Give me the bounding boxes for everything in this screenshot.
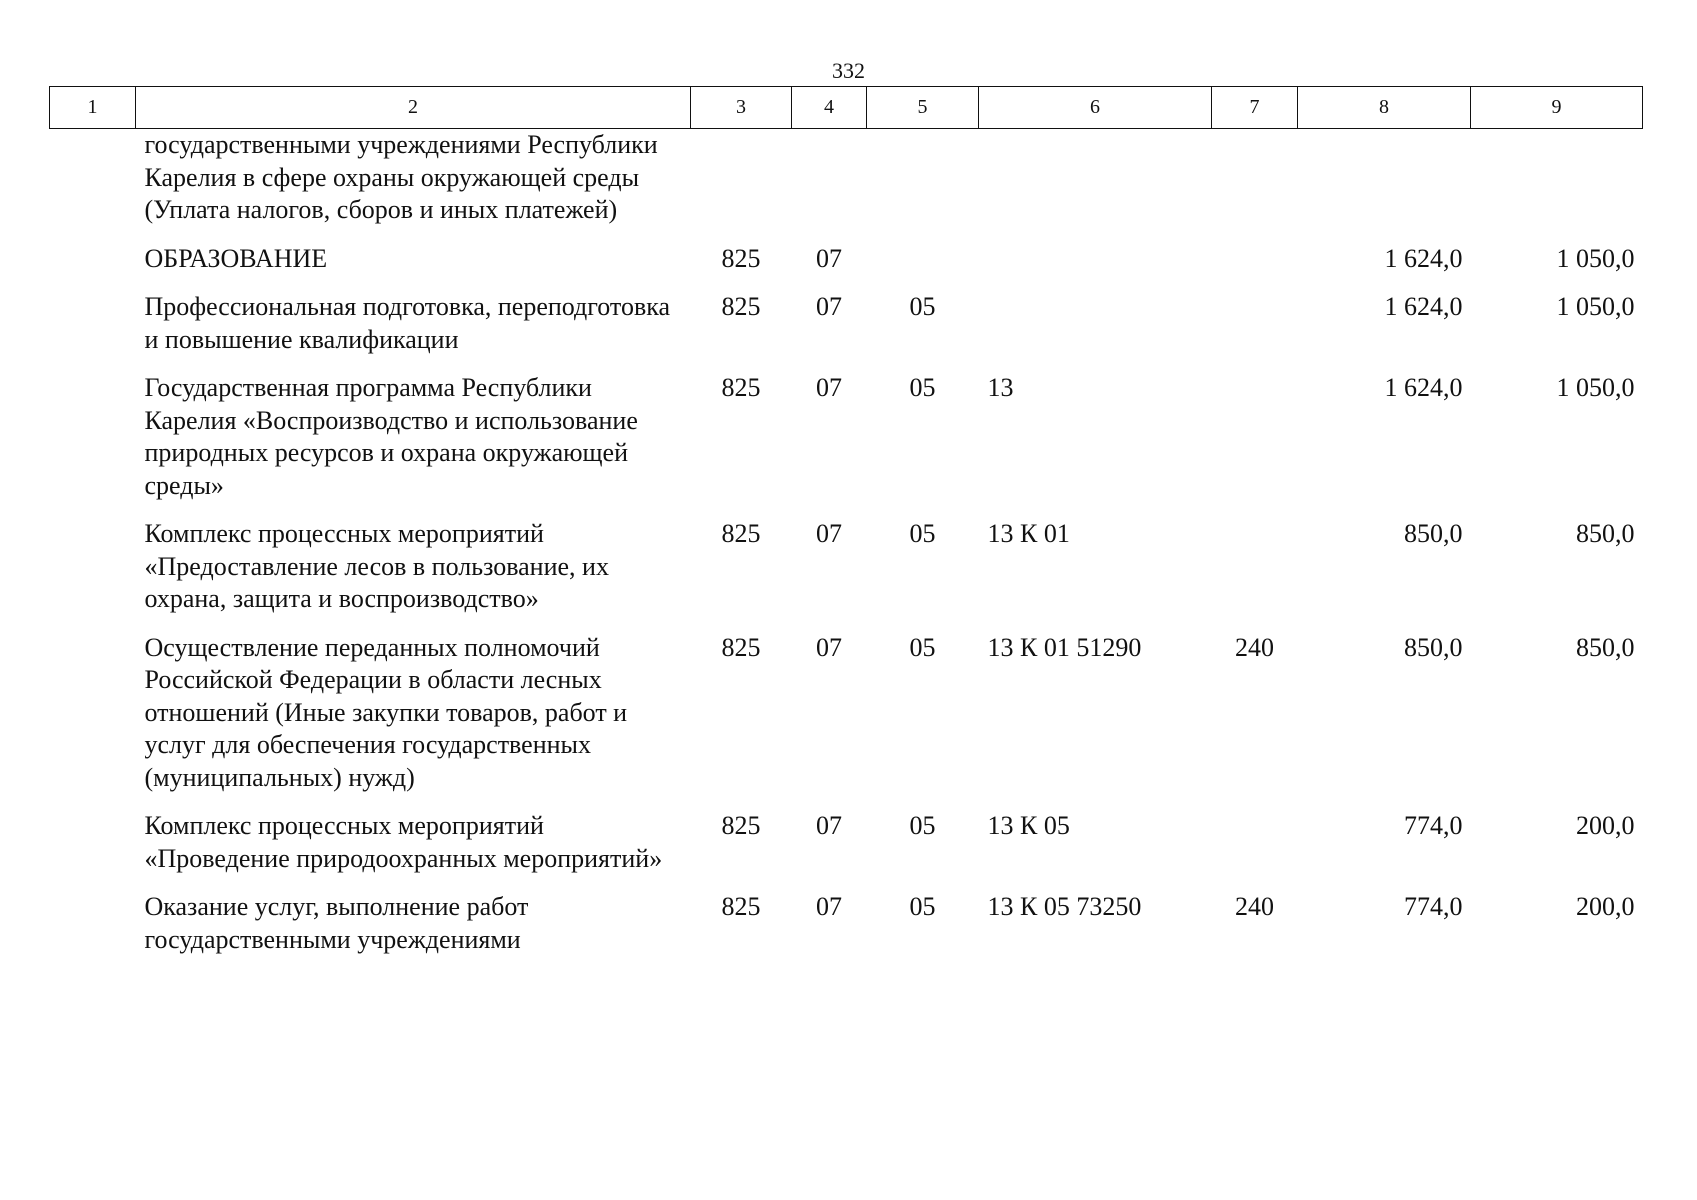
table-row xyxy=(50,891,1643,972)
row-section-code: 07 xyxy=(816,519,842,548)
row-expense-type: 240 xyxy=(1235,892,1274,921)
row-col-1 xyxy=(50,518,136,632)
row-amount-year-1: 850,0 xyxy=(1404,632,1463,662)
row-col-1 xyxy=(50,129,136,243)
row-amount-year-2: 850,0 xyxy=(1576,519,1635,548)
row-col-1 xyxy=(50,632,136,811)
header-col-4: 4 xyxy=(792,87,867,129)
row-section-code: 07 xyxy=(816,292,842,321)
row-amount-year-2: 1 050,0 xyxy=(1556,243,1635,273)
header-col-9: 9 xyxy=(1471,87,1643,129)
row-expense-type xyxy=(1212,291,1298,372)
header-col-6: 6 xyxy=(979,87,1212,129)
row-amount-year-1: 1 624,0 xyxy=(1384,292,1463,321)
row-name: ОБРАЗОВАНИЕ xyxy=(144,243,328,273)
row-section-code: 07 xyxy=(816,892,842,921)
row-section-code: 07 xyxy=(816,811,842,840)
row-expense-type xyxy=(1212,372,1298,518)
row-ministry-code: 825 xyxy=(721,373,761,402)
row-ministry-code: 825 xyxy=(721,811,761,840)
row-section-code xyxy=(792,129,867,243)
row-subsection-code: 05 xyxy=(909,892,936,921)
row-ministry-code: 825 xyxy=(721,243,761,273)
row-section-code: 07 xyxy=(816,243,842,273)
row-ministry-code xyxy=(691,129,792,243)
row-subsection-code: 05 xyxy=(909,519,936,548)
row-target-article: 13 К 05 xyxy=(987,811,1070,840)
row-amount-year-1: 774,0 xyxy=(1404,811,1463,840)
row-subsection-code: 05 xyxy=(909,811,936,840)
row-subsection-code xyxy=(867,243,979,292)
row-amount-year-1 xyxy=(1298,129,1471,243)
table-row xyxy=(50,632,1643,811)
row-ministry-code: 825 xyxy=(721,292,761,321)
row-amount-year-1: 1 624,0 xyxy=(1384,243,1463,273)
row-target-article: 13 К 01 51290 xyxy=(987,632,1142,662)
row-name: Оказание услуг, выполнение работ государственными учреждениями xyxy=(144,892,529,954)
row-subsection-code: 05 xyxy=(909,292,936,321)
row-col-1 xyxy=(50,243,136,292)
row-name: Комплекс процессных мероприятий «Проведение природоохранных мероприятий» xyxy=(144,811,663,873)
table-row xyxy=(50,291,1643,372)
row-ministry-code: 825 xyxy=(721,892,761,921)
row-col-1 xyxy=(50,291,136,372)
row-expense-type xyxy=(1212,129,1298,243)
row-name: Государственная программа Республики Карелия «Воспроизводство и использование природных ресурсов и охрана окружающей среды» xyxy=(144,373,638,500)
budget-table xyxy=(49,86,1643,972)
row-expense-type xyxy=(1212,243,1298,292)
row-name: государственными учреждениями Республики Карелия в сфере охраны окружающей среды (Уплата налогов, сборов и иных платежей) xyxy=(144,130,658,224)
row-section-code: 07 xyxy=(816,632,842,662)
header-col-5: 5 xyxy=(867,87,979,129)
row-subsection-code: 05 xyxy=(909,632,936,662)
row-amount-year-2 xyxy=(1471,129,1643,243)
row-expense-type: 240 xyxy=(1235,632,1274,662)
table-row xyxy=(50,810,1643,891)
table-row xyxy=(50,129,1643,243)
row-amount-year-1: 1 624,0 xyxy=(1384,373,1463,402)
header-col-1: 1 xyxy=(50,87,136,129)
row-ministry-code: 825 xyxy=(721,632,761,662)
row-amount-year-2: 200,0 xyxy=(1576,892,1635,921)
table-row xyxy=(50,518,1643,632)
row-ministry-code: 825 xyxy=(721,519,761,548)
row-amount-year-1: 850,0 xyxy=(1404,519,1463,548)
table-body xyxy=(50,129,1643,973)
row-col-1 xyxy=(50,891,136,972)
row-name: Комплекс процессных мероприятий «Предоставление лесов в пользование, их охрана, защита и воспроизводство» xyxy=(144,519,609,613)
table-row xyxy=(50,243,1643,292)
row-target-article xyxy=(979,129,1212,243)
row-subsection-code: 05 xyxy=(909,373,936,402)
row-amount-year-2: 850,0 xyxy=(1576,632,1635,662)
row-target-article: 13 К 01 xyxy=(987,519,1070,548)
row-amount-year-1: 774,0 xyxy=(1404,892,1463,921)
header-row xyxy=(50,87,1643,129)
header-col-8: 8 xyxy=(1298,87,1471,129)
row-section-code: 07 xyxy=(816,373,842,402)
header-col-2: 2 xyxy=(136,87,691,129)
page-number: 332 xyxy=(832,58,865,83)
row-amount-year-2: 1 050,0 xyxy=(1556,292,1635,321)
row-subsection-code xyxy=(867,129,979,243)
row-expense-type xyxy=(1212,518,1298,632)
row-amount-year-2: 1 050,0 xyxy=(1556,373,1635,402)
table-header xyxy=(50,87,1643,129)
row-col-1 xyxy=(50,810,136,891)
row-name: Осуществление переданных полномочий Российской Федерации в области лесных отношений (Иные закупки товаров, работ и услуг для обеспечения государственных (муниципальных) нужд) xyxy=(144,632,628,792)
row-expense-type xyxy=(1212,810,1298,891)
row-target-article: 13 xyxy=(987,373,1014,402)
table-row xyxy=(50,372,1643,518)
header-col-3: 3 xyxy=(691,87,792,129)
row-target-article xyxy=(979,243,1212,292)
row-name: Профессиональная подготовка, переподготовка и повышение квалификации xyxy=(144,292,671,354)
row-target-article xyxy=(979,291,1212,372)
row-col-1 xyxy=(50,372,136,518)
row-target-article: 13 К 05 73250 xyxy=(987,892,1142,921)
header-col-7: 7 xyxy=(1212,87,1298,129)
row-amount-year-2: 200,0 xyxy=(1576,811,1635,840)
